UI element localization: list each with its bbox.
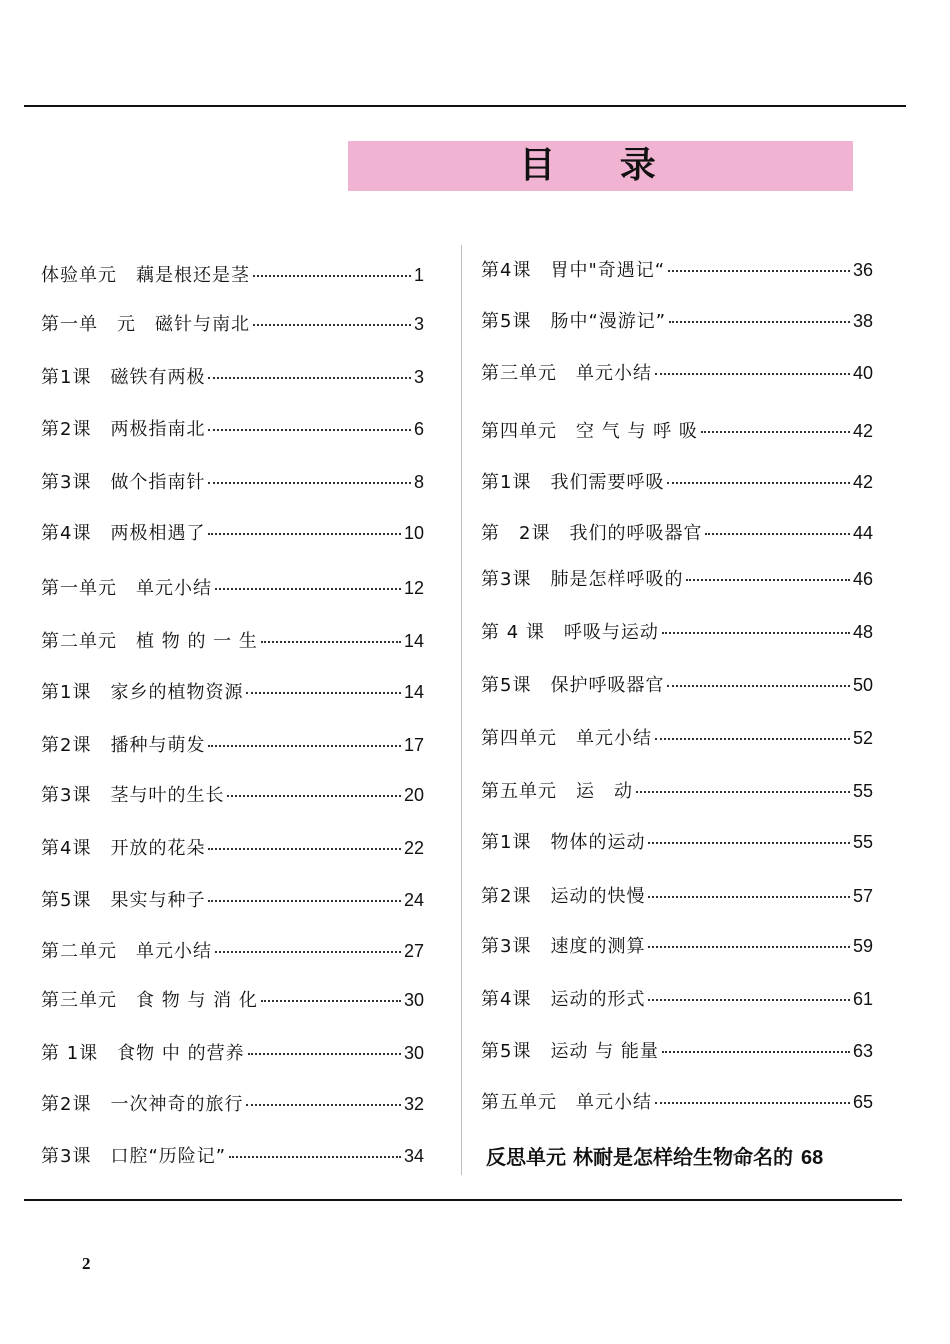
dot-leader <box>248 1053 401 1055</box>
toc-entry[interactable] <box>41 521 424 546</box>
toc-entry-page: 14 <box>403 631 424 651</box>
dot-leader <box>655 1102 850 1104</box>
toc-entry-label: 第5课 运动 与 能量 <box>481 1041 659 1062</box>
dot-leader <box>227 795 401 797</box>
toc-entry-label: 反思单元 林耐是怎样给生物命名的 <box>486 1145 793 1169</box>
toc-entry-label: 第四单元 空 气 与 呼 吸 <box>481 421 698 442</box>
toc-entry-label: 第2课 两极指南北 <box>41 419 206 440</box>
toc-entry-label: 第4课 开放的花朵 <box>41 838 206 859</box>
toc-entry[interactable] <box>41 576 424 601</box>
toc-entry-page: 55 <box>852 832 873 852</box>
dot-leader <box>667 482 850 484</box>
toc-entry-page: 30 <box>403 990 424 1010</box>
dot-leader <box>686 579 850 581</box>
column-divider <box>461 245 462 1175</box>
toc-entry-page: 6 <box>413 419 424 439</box>
toc-entry[interactable] <box>41 680 424 705</box>
dot-leader <box>253 275 411 277</box>
dot-leader <box>648 842 850 844</box>
dot-leader <box>662 632 850 634</box>
toc-entry-label: 第五单元 单元小结 <box>481 1092 652 1113</box>
toc-entry[interactable] <box>41 1144 424 1169</box>
toc-entry-label: 第1课 我们需要呼吸 <box>481 472 665 493</box>
toc-entry-label: 第 1课 食物 中 的营养 <box>41 1043 245 1064</box>
toc-entry-page: 68 <box>800 1147 824 1169</box>
toc-entry-page: 52 <box>852 728 873 748</box>
toc-entry-label: 第五单元 运 动 <box>481 781 633 802</box>
toc-entry[interactable] <box>481 987 873 1012</box>
toc-entry[interactable] <box>41 629 424 654</box>
dot-leader <box>208 429 411 431</box>
toc-entry-page: 14 <box>403 682 424 702</box>
dot-leader <box>636 791 850 793</box>
toc-entry[interactable] <box>41 939 424 964</box>
toc-entry-label: 第 4 课 呼吸与运动 <box>481 622 659 643</box>
dot-leader <box>215 588 401 590</box>
toc-entry[interactable] <box>481 419 873 444</box>
toc-entry[interactable] <box>481 309 873 334</box>
toc-entry-label: 第三单元 食 物 与 消 化 <box>41 990 258 1011</box>
dot-leader <box>229 1156 401 1158</box>
bottom-rule <box>24 1199 902 1201</box>
toc-entry[interactable] <box>41 888 424 913</box>
dot-leader <box>648 896 850 898</box>
toc-entry[interactable] <box>41 470 424 495</box>
toc-entry[interactable] <box>41 417 424 442</box>
toc-entry-label: 第二单元 植 物 的 一 生 <box>41 631 258 652</box>
dot-leader <box>648 999 850 1001</box>
toc-entry-page: 24 <box>403 890 424 910</box>
toc-entry[interactable] <box>481 361 873 386</box>
toc-entry-page: 12 <box>403 578 424 598</box>
toc-entry-label: 第2课 一次神奇的旅行 <box>41 1094 244 1115</box>
toc-entry[interactable] <box>41 312 424 337</box>
dot-leader <box>261 1000 401 1002</box>
toc-entry[interactable] <box>481 567 873 592</box>
toc-entry-label: 第5课 保护呼吸器官 <box>481 675 665 696</box>
toc-entry-label: 第1课 磁铁有两极 <box>41 367 206 388</box>
toc-entry-page: 8 <box>413 472 424 492</box>
dot-leader <box>261 641 401 643</box>
toc-entry-label: 第一单元 单元小结 <box>41 578 212 599</box>
toc-entry-page: 27 <box>403 941 424 961</box>
dot-leader <box>669 321 850 323</box>
toc-entry-label: 第2课 播种与萌发 <box>41 735 206 756</box>
toc-entry-label: 第四单元 单元小结 <box>481 728 652 749</box>
toc-entry[interactable] <box>41 1092 424 1117</box>
toc-entry-page: 44 <box>852 523 873 543</box>
dot-leader <box>701 431 850 433</box>
toc-entry-page: 3 <box>413 367 424 387</box>
toc-entry-page: 61 <box>852 989 873 1009</box>
toc-entry-label: 第2课 运动的快慢 <box>481 886 646 907</box>
toc-entry-page: 48 <box>852 622 873 642</box>
toc-entry-label: 第3课 茎与叶的生长 <box>41 785 225 806</box>
toc-entry-page: 46 <box>852 569 873 589</box>
toc-entry[interactable] <box>41 783 424 808</box>
toc-entry[interactable] <box>481 1039 873 1064</box>
toc-entry-page: 34 <box>403 1146 424 1166</box>
toc-entry-label: 第1课 家乡的植物资源 <box>41 682 244 703</box>
top-rule <box>24 105 906 107</box>
toc-entry[interactable] <box>481 521 873 546</box>
toc-entry-label: 第5课 肠中“漫游记” <box>481 311 667 332</box>
toc-entry[interactable] <box>481 470 873 495</box>
toc-entry-page: 3 <box>413 314 424 334</box>
toc-entry-page: 63 <box>852 1041 873 1061</box>
dot-leader <box>662 1051 850 1053</box>
toc-entry[interactable] <box>481 830 873 855</box>
dot-leader <box>246 1104 401 1106</box>
toc-entry-label: 第三单元 单元小结 <box>481 363 652 384</box>
title-banner <box>348 141 853 191</box>
toc-entry[interactable] <box>41 733 424 758</box>
toc-entry-label: 第二单元 单元小结 <box>41 941 212 962</box>
dot-leader <box>648 946 850 948</box>
toc-entry[interactable] <box>41 988 424 1013</box>
dot-leader <box>667 685 850 687</box>
toc-entry[interactable] <box>41 365 424 390</box>
toc-entry[interactable] <box>481 620 873 645</box>
page-number: 2 <box>82 1254 91 1273</box>
toc-entry[interactable] <box>481 673 873 698</box>
toc-entry-page: 42 <box>852 421 873 441</box>
toc-entry[interactable] <box>481 258 873 283</box>
toc-entry-page: 36 <box>852 260 873 280</box>
toc-entry-label: 第3课 速度的测算 <box>481 936 646 957</box>
toc-entry-label: 第 2课 我们的呼吸器官 <box>481 523 703 544</box>
toc-entry-label: 第3课 做个指南针 <box>41 472 206 493</box>
toc-entry-page: 30 <box>403 1043 424 1063</box>
toc-entry-page: 57 <box>852 886 873 906</box>
toc-entry[interactable] <box>481 884 873 909</box>
toc-entry-label: 第4课 运动的形式 <box>481 989 646 1010</box>
toc-entry-page: 1 <box>413 265 424 285</box>
toc-entry[interactable] <box>481 779 873 804</box>
dot-leader <box>208 482 411 484</box>
toc-entry-page: 40 <box>852 363 873 383</box>
dot-leader <box>655 738 850 740</box>
toc-entry-page: 20 <box>403 785 424 805</box>
page-title: 目 录 <box>519 145 682 186</box>
toc-entry-label: 第3课 口腔“历险记” <box>41 1146 227 1167</box>
toc-entry-page: 50 <box>852 675 873 695</box>
dot-leader <box>246 692 401 694</box>
dot-leader <box>253 324 411 326</box>
dot-leader <box>208 900 401 902</box>
toc-entry-label: 第4课 胃中"奇遇记“ <box>481 260 666 281</box>
toc-entry-label: 第1课 物体的运动 <box>481 832 646 853</box>
toc-entry-page: 10 <box>403 523 424 543</box>
toc-entry-label: 第5课 果实与种子 <box>41 890 206 911</box>
toc-entry-page: 17 <box>403 735 424 755</box>
toc-entry-label: 第4课 两极相遇了 <box>41 523 206 544</box>
toc-entry-page: 65 <box>852 1092 873 1112</box>
toc-entry[interactable] <box>481 1090 873 1115</box>
toc-entry[interactable] <box>41 263 424 288</box>
dot-leader <box>215 951 401 953</box>
dot-leader <box>208 745 401 747</box>
toc-entry-final[interactable] <box>486 1145 873 1170</box>
toc-entry[interactable] <box>481 726 873 751</box>
dot-leader <box>208 848 401 850</box>
toc-entry[interactable] <box>41 836 424 861</box>
dot-leader <box>668 270 850 272</box>
toc-entry[interactable] <box>41 1041 424 1066</box>
dot-leader <box>705 533 850 535</box>
dot-leader <box>208 533 401 535</box>
toc-entry-label: 第一单 元 磁针与南北 <box>41 314 250 335</box>
toc-entry-page: 59 <box>852 936 873 956</box>
toc-entry-page: 55 <box>852 781 873 801</box>
toc-entry-page: 42 <box>852 472 873 492</box>
toc-entry-page: 22 <box>403 838 424 858</box>
dot-leader <box>208 377 411 379</box>
toc-entry[interactable] <box>481 934 873 959</box>
toc-entry-label: 体验单元 藕是根还是茎 <box>41 265 250 286</box>
toc-entry-page: 38 <box>852 311 873 331</box>
dot-leader <box>655 373 850 375</box>
toc-entry-label: 第3课 肺是怎样呼吸的 <box>481 569 684 590</box>
toc-entry-page: 32 <box>403 1094 424 1114</box>
